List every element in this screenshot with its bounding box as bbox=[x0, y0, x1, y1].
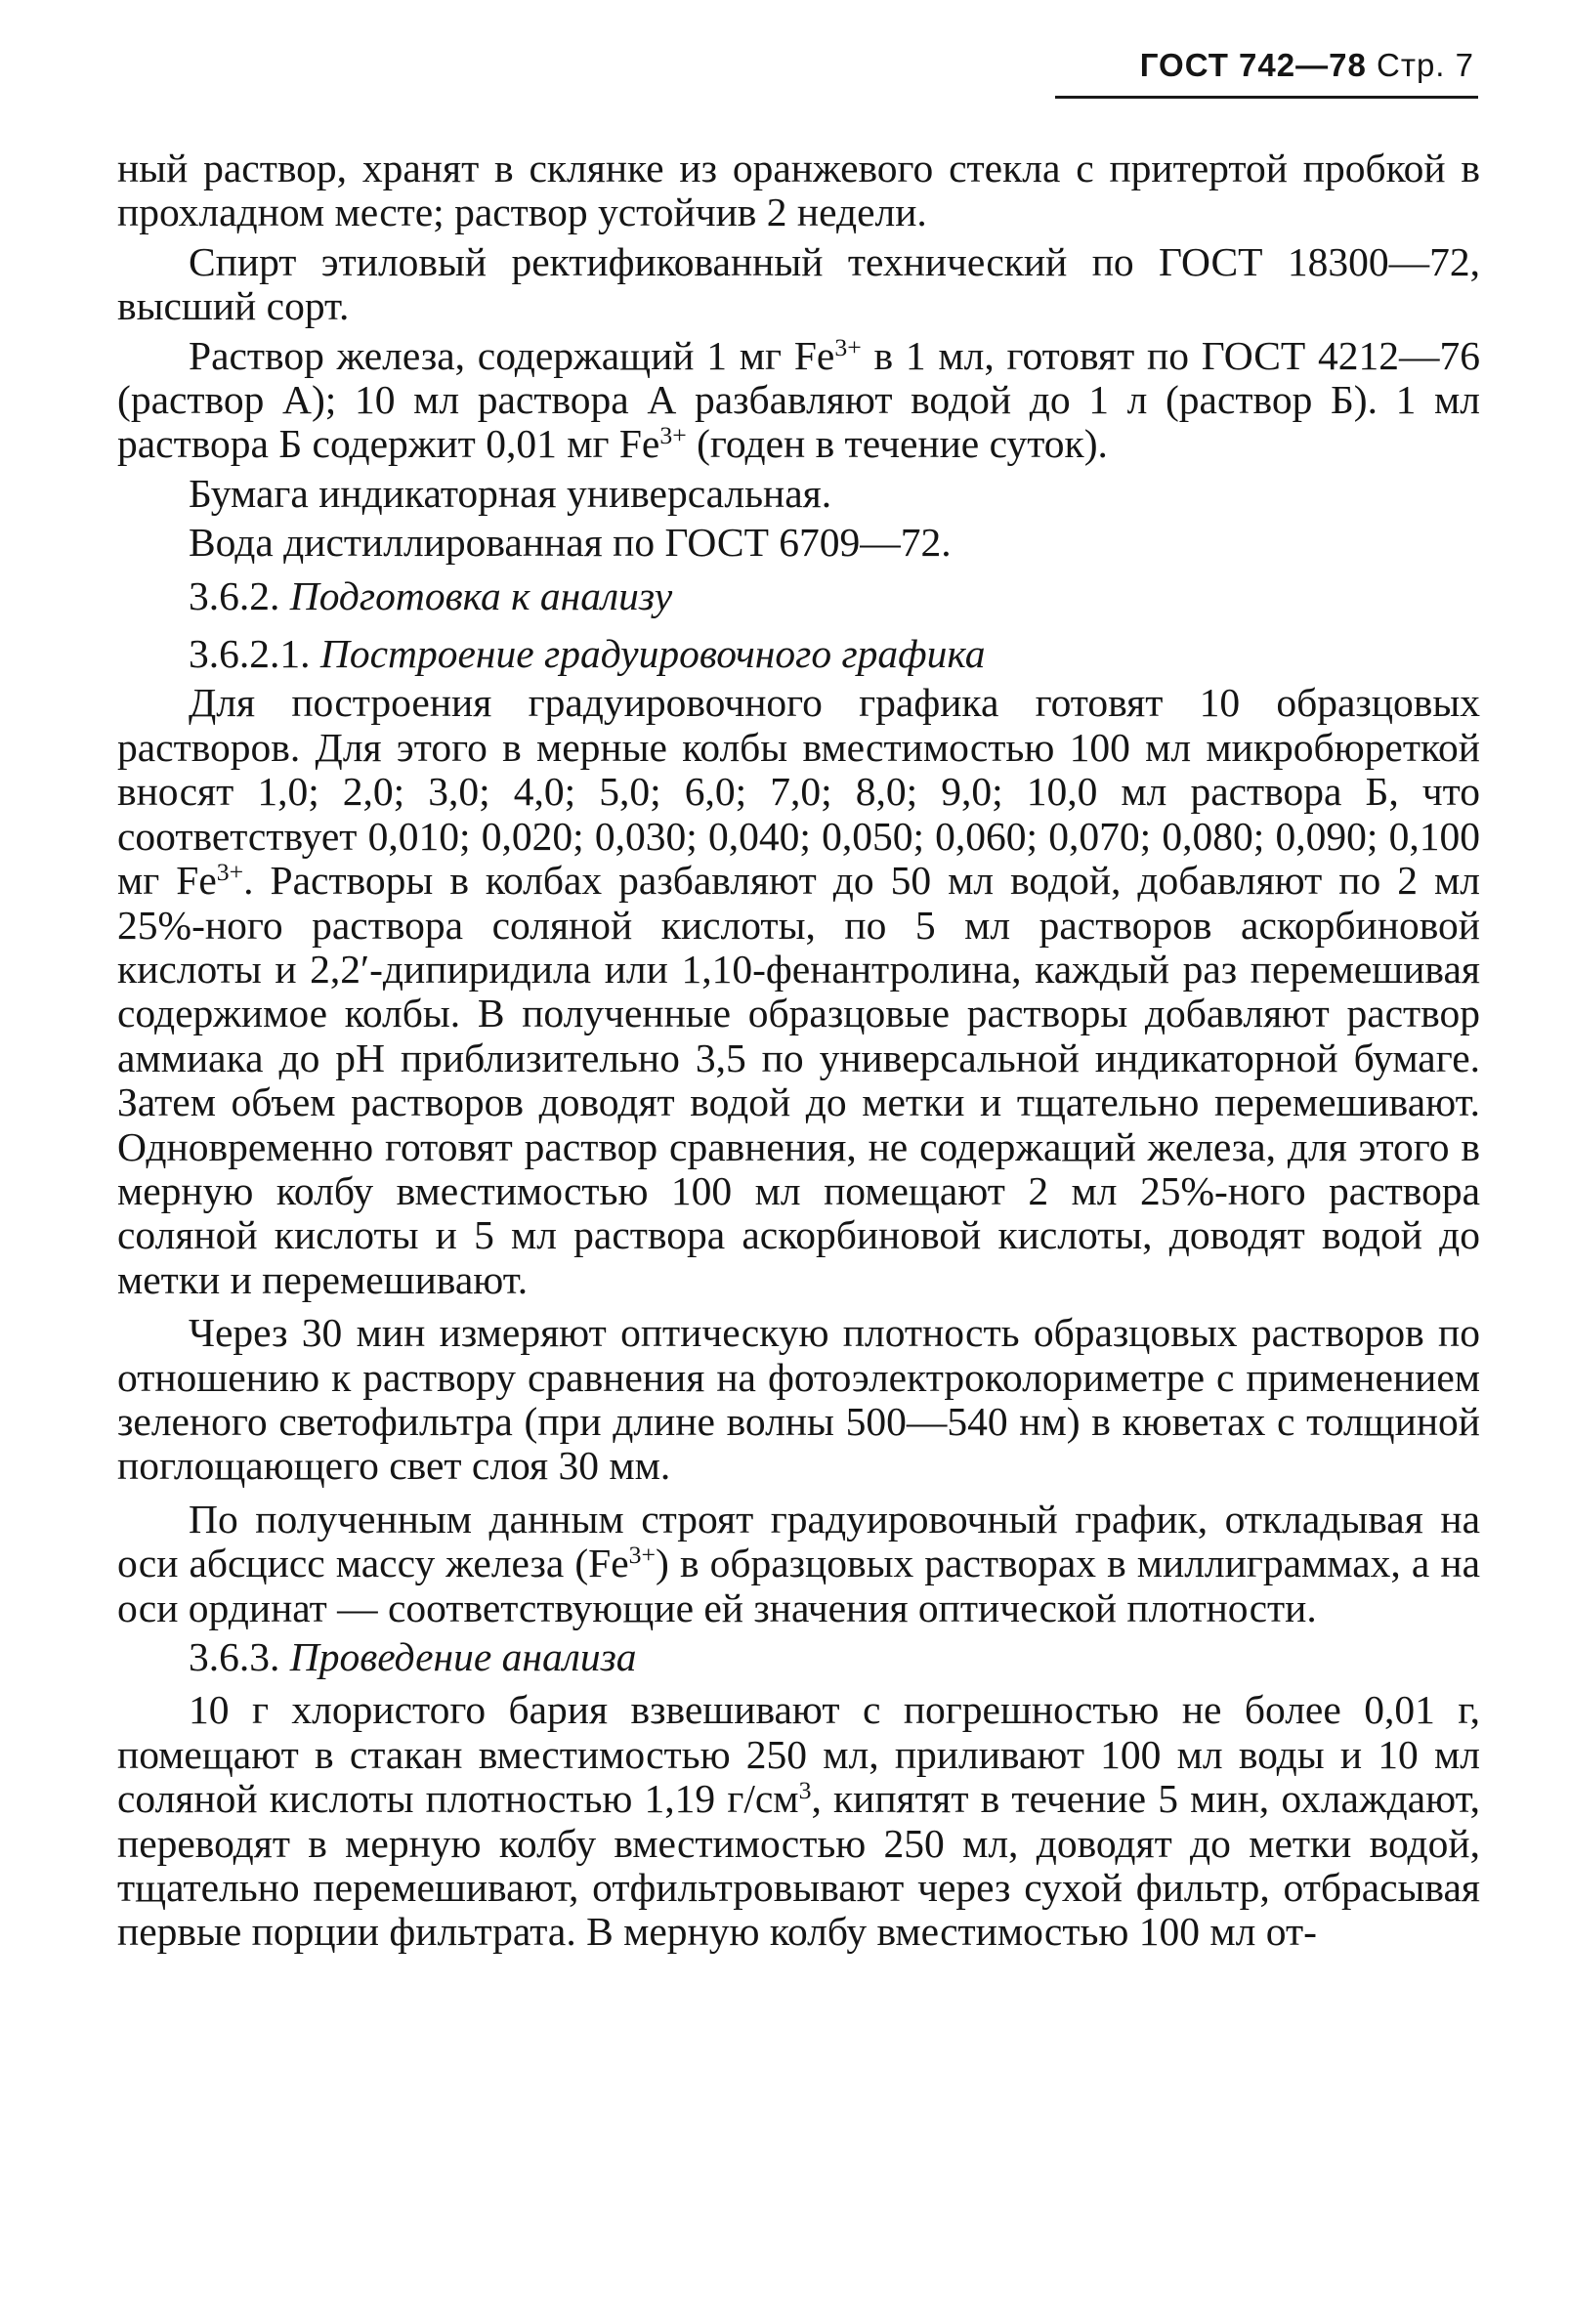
text-run: Для построения градуировочного графика готовят 10 образцовых растворов. Для этого в мерные колбы вместимостью 100 мл микробюреткой вносят 1,0; 2,0; 3,0; 4,0; 5,0; 6,0; 7,0; 8,0; 9,0; 10,0 мл раствора Б, что соответствует 0,010; 0,020; 0,030; 0,040; 0,050; 0,060; 0,070; 0,080; 0,090; 0,100 мг Fe bbox=[117, 680, 1480, 904]
text-run: По полученным данным строят градуировочный график, откладывая на оси абсцисс массу железа (Fe bbox=[117, 1496, 1480, 1586]
paragraph-calibration bbox=[117, 681, 1480, 1302]
header-rule bbox=[1055, 96, 1478, 99]
section-heading-3-6-3 bbox=[117, 1635, 1480, 1679]
paragraph-measurement: Через 30 мин измеряют оптическую плотность образцовых растворов по отношению к раствору сравнения на фотоэлектроколориметре с применением зеленого светофильтра (при длине волны 500—540 нм) в кюветах с толщиной поглощающего свет слоя 30 мм. bbox=[117, 1310, 1480, 1489]
superscript-charge: 3+ bbox=[659, 421, 687, 450]
section-title: Проведение анализа bbox=[289, 1634, 637, 1679]
section-number: 3.6.2. bbox=[189, 572, 280, 618]
superscript-cube: 3 bbox=[798, 1776, 812, 1805]
text-run: , кипятят в течение 5 мин, охлаждают, переводят в мерную колбу вместимостью 250 мл, доводят до метки водой, тщательно перемешивают, отфильтровывают через сухой фильтр, отбрасывая первые порции фильтрата. В мерную колбу вместимостью 100 мл от- bbox=[117, 1776, 1480, 1955]
section-title: Построение градуировочного графика bbox=[319, 631, 986, 677]
document-body bbox=[117, 147, 1480, 1955]
running-head bbox=[1140, 47, 1474, 84]
superscript-charge: 3+ bbox=[216, 857, 244, 886]
standard-number: ГОСТ 742—78 bbox=[1139, 47, 1367, 83]
section-number: 3.6.3. bbox=[189, 1634, 280, 1679]
text-run: ) в образцовых растворах в миллиграммах, а на оси ординат — соответствующие ей значения оптической плотности. bbox=[117, 1541, 1480, 1630]
paragraph-analysis bbox=[117, 1688, 1480, 1954]
paragraph-iron-solution bbox=[117, 334, 1480, 467]
section-title: Подготовка к анализу bbox=[289, 572, 673, 618]
text-run: (годен в течение суток). bbox=[686, 421, 1108, 467]
paragraph-distilled-water: Вода дистиллированная по ГОСТ 6709—72. bbox=[189, 520, 952, 566]
text-run: в 1 мл, готовят по ГОСТ 4212—76 (раствор А); 10 мл раствора А разбавляют водой до 1 л (раствор Б). 1 мл раствора Б содержит 0,01 мг Fe bbox=[117, 332, 1481, 467]
page-header bbox=[1055, 47, 1478, 102]
section-heading-3-6-2-1 bbox=[117, 632, 1480, 676]
text-run: . Растворы в колбах разбавляют до 50 мл водой, добавляют по 2 мл 25%-ного раствора соляной кислоты, по 5 мл растворов аскорбиновой кислоты и 2,2′-дипиридила или 1,10-фенантролина, каждый раз перемешивая содержимое колбы. В полученные образцовые растворы добавляют раствор аммиака до pH приблизительно 3,5 по универсальной индикаторной бумаге. Затем объем растворов доводят водой до метки и тщательно перемешивают. Одновременно готовят раствор сравнения, не содержащий железа, для этого в мерную колбу вместимостью 100 мл помещают 2 мл 25%-ного раствора соляной кислоты и 5 мл раствора аскорбиновой кислоты, доводят водой до метки и перемешивают. bbox=[117, 858, 1480, 1302]
section-number: 3.6.2.1. bbox=[189, 631, 311, 677]
section-heading-3-6-2 bbox=[117, 574, 1480, 618]
text-run: 10 г хлористого бария взвешивают с погрешностью не более 0,01 г, помещают в стакан вместимостью 250 мл, приливают 100 мл воды и 10 мл соляной кислоты плотностью 1,19 г/см bbox=[117, 1687, 1480, 1822]
paragraph-indicator-paper: Бумага индикаторная универсальная. bbox=[189, 470, 832, 516]
superscript-charge: 3+ bbox=[628, 1541, 657, 1570]
paragraph-continuation: ный раствор, хранят в склянке из оранжевого стекла с притертой пробкой в прохладном месте; раствор устойчив 2 недели. bbox=[117, 146, 1480, 235]
text-run: Раствор железа, содержащий 1 мг Fe bbox=[189, 332, 835, 378]
paragraph-graph bbox=[117, 1498, 1480, 1630]
superscript-charge: 3+ bbox=[834, 332, 862, 361]
page-number: Стр. 7 bbox=[1377, 47, 1474, 83]
paragraph-ethyl-alcohol: Спирт этиловый ректификованный технический по ГОСТ 18300—72, высший сорт. bbox=[117, 238, 1480, 329]
